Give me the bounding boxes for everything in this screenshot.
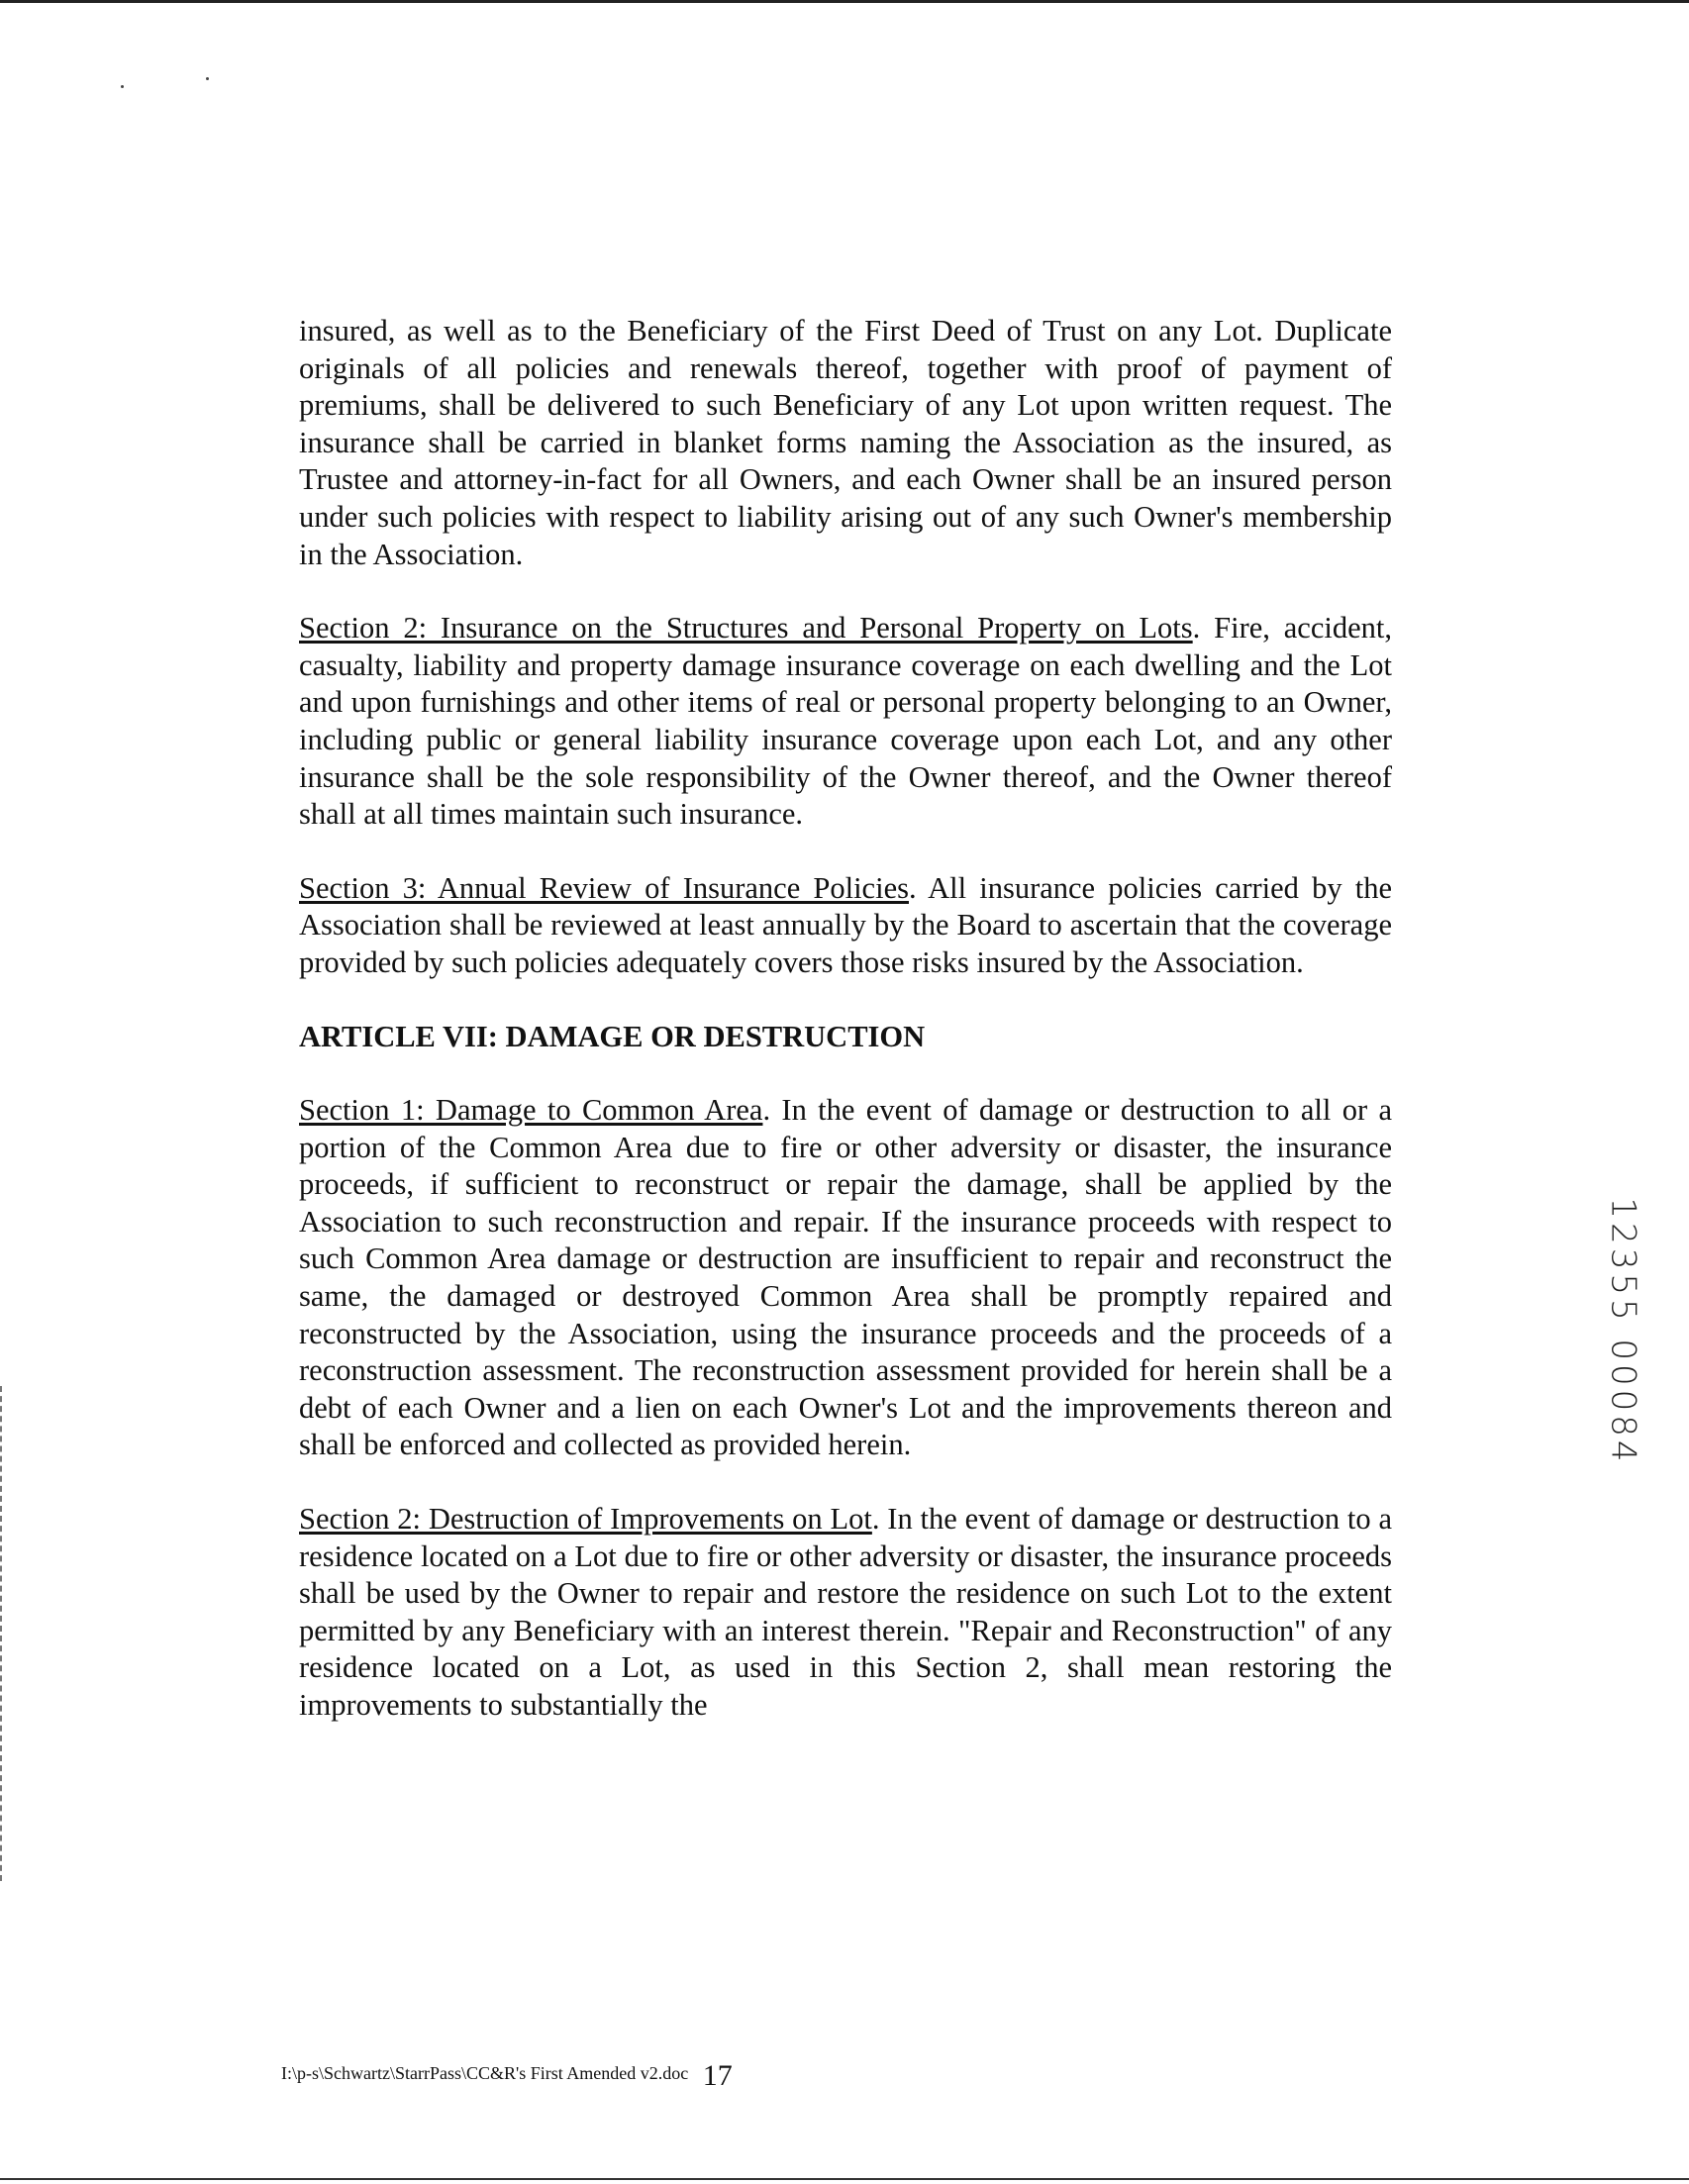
section-heading: Section 2: Destruction of Improvements on Lot — [299, 1502, 872, 1537]
bottom-scan-border — [0, 2178, 1689, 2180]
page-footer — [281, 2059, 733, 2093]
paragraph-section-2-insurance — [299, 610, 1392, 834]
section-heading: Section 3: Annual Review of Insurance Policies — [299, 870, 909, 905]
article-heading: ARTICLE VII: DAMAGE OR DESTRUCTION — [299, 1019, 926, 1053]
top-scan-border — [0, 0, 1689, 3]
section-heading: Section 1: Damage to Common Area — [299, 1093, 763, 1128]
paragraph-text: . In the event of damage or destruction to all or a portion of the Common Area due to fire or other adversity or disaster, the insurance proceeds, if sufficient to reconstruct or repair the damage, shall be applied by the Association to such reconstruction and repair. If the insurance proceeds with respect to such Common Area damage or destruction are insufficient to repair and reconstruct the same, the damaged or destroyed Common Area shall be promptly repaired and reconstructed by the Association, using the insurance proceeds and the proceeds of a reconstruction assessment. The reconstruction assessment provided for herein shall be a debt of each Owner and a lien on each Owner's Lot and the improvements thereon and shall be enforced and collected as provided herein. — [299, 1093, 1392, 1462]
recording-stamp-number: 12355 00084 — [1604, 1197, 1644, 1466]
paragraph-text: . All insurance policies carried by the Association shall be reviewed at least annually by the Board to ascertain that the coverage provided by such policies adequately covers those risks insured by the Association. — [299, 870, 1392, 979]
recording-stamp — [1602, 1198, 1645, 1465]
footer-file-path: I:\p-s\Schwartz\StarrPass\CC&R's First Amended v2.doc — [281, 2063, 689, 2083]
page-number: 17 — [702, 2059, 733, 2092]
paragraph-section-3-review — [299, 870, 1392, 982]
paragraph-text: . Fire, accident, casualty, liability and property damage insurance coverage on each dwelling and the Lot and upon furnishings and other items of real or personal property belonging to an Owner, including public or general liability insurance coverage upon each Lot, and any other insurance shall be the sole responsibility of the Owner thereof, and the Owner thereof shall at all times maintain such insurance. — [299, 611, 1392, 832]
left-scan-edge — [0, 1386, 4, 1881]
document-body — [299, 313, 1392, 1761]
paragraph-section-1-common-area — [299, 1092, 1392, 1464]
paragraph-section-2-destruction — [299, 1501, 1392, 1725]
scan-speck — [121, 85, 124, 88]
paragraph-text: . In the event of damage or destruction to a residence located on a Lot due to fire or other adversity or disaster, the insurance proceeds shall be used by the Owner to repair and restore the residence on such Lot to the extent permitted by any Beneficiary with an interest therein. "Repair and Reconstruction" of any residence located on a Lot, as used in this Section 2, shall mean restoring the improvements to substantially the — [299, 1502, 1392, 1722]
scan-speck — [206, 77, 209, 80]
section-heading: Section 2: Insurance on the Structures and Personal Property on Lots — [299, 611, 1193, 645]
paragraph-text: insured, as well as to the Beneficiary of the First Deed of Trust on any Lot. Duplicate originals of all policies and renewals thereof, together with proof of payment of premiums, shall be delivered to such Beneficiary of any Lot upon written request. The insurance shall be carried in blanket forms naming the Association as the insured, as Trustee and attorney-in-fact for all Owners, and each Owner shall be an insured person under such policies with respect to liability arising out of any such Owner's membership in the Association. — [299, 314, 1392, 571]
paragraph-insurance-continued — [299, 313, 1392, 573]
